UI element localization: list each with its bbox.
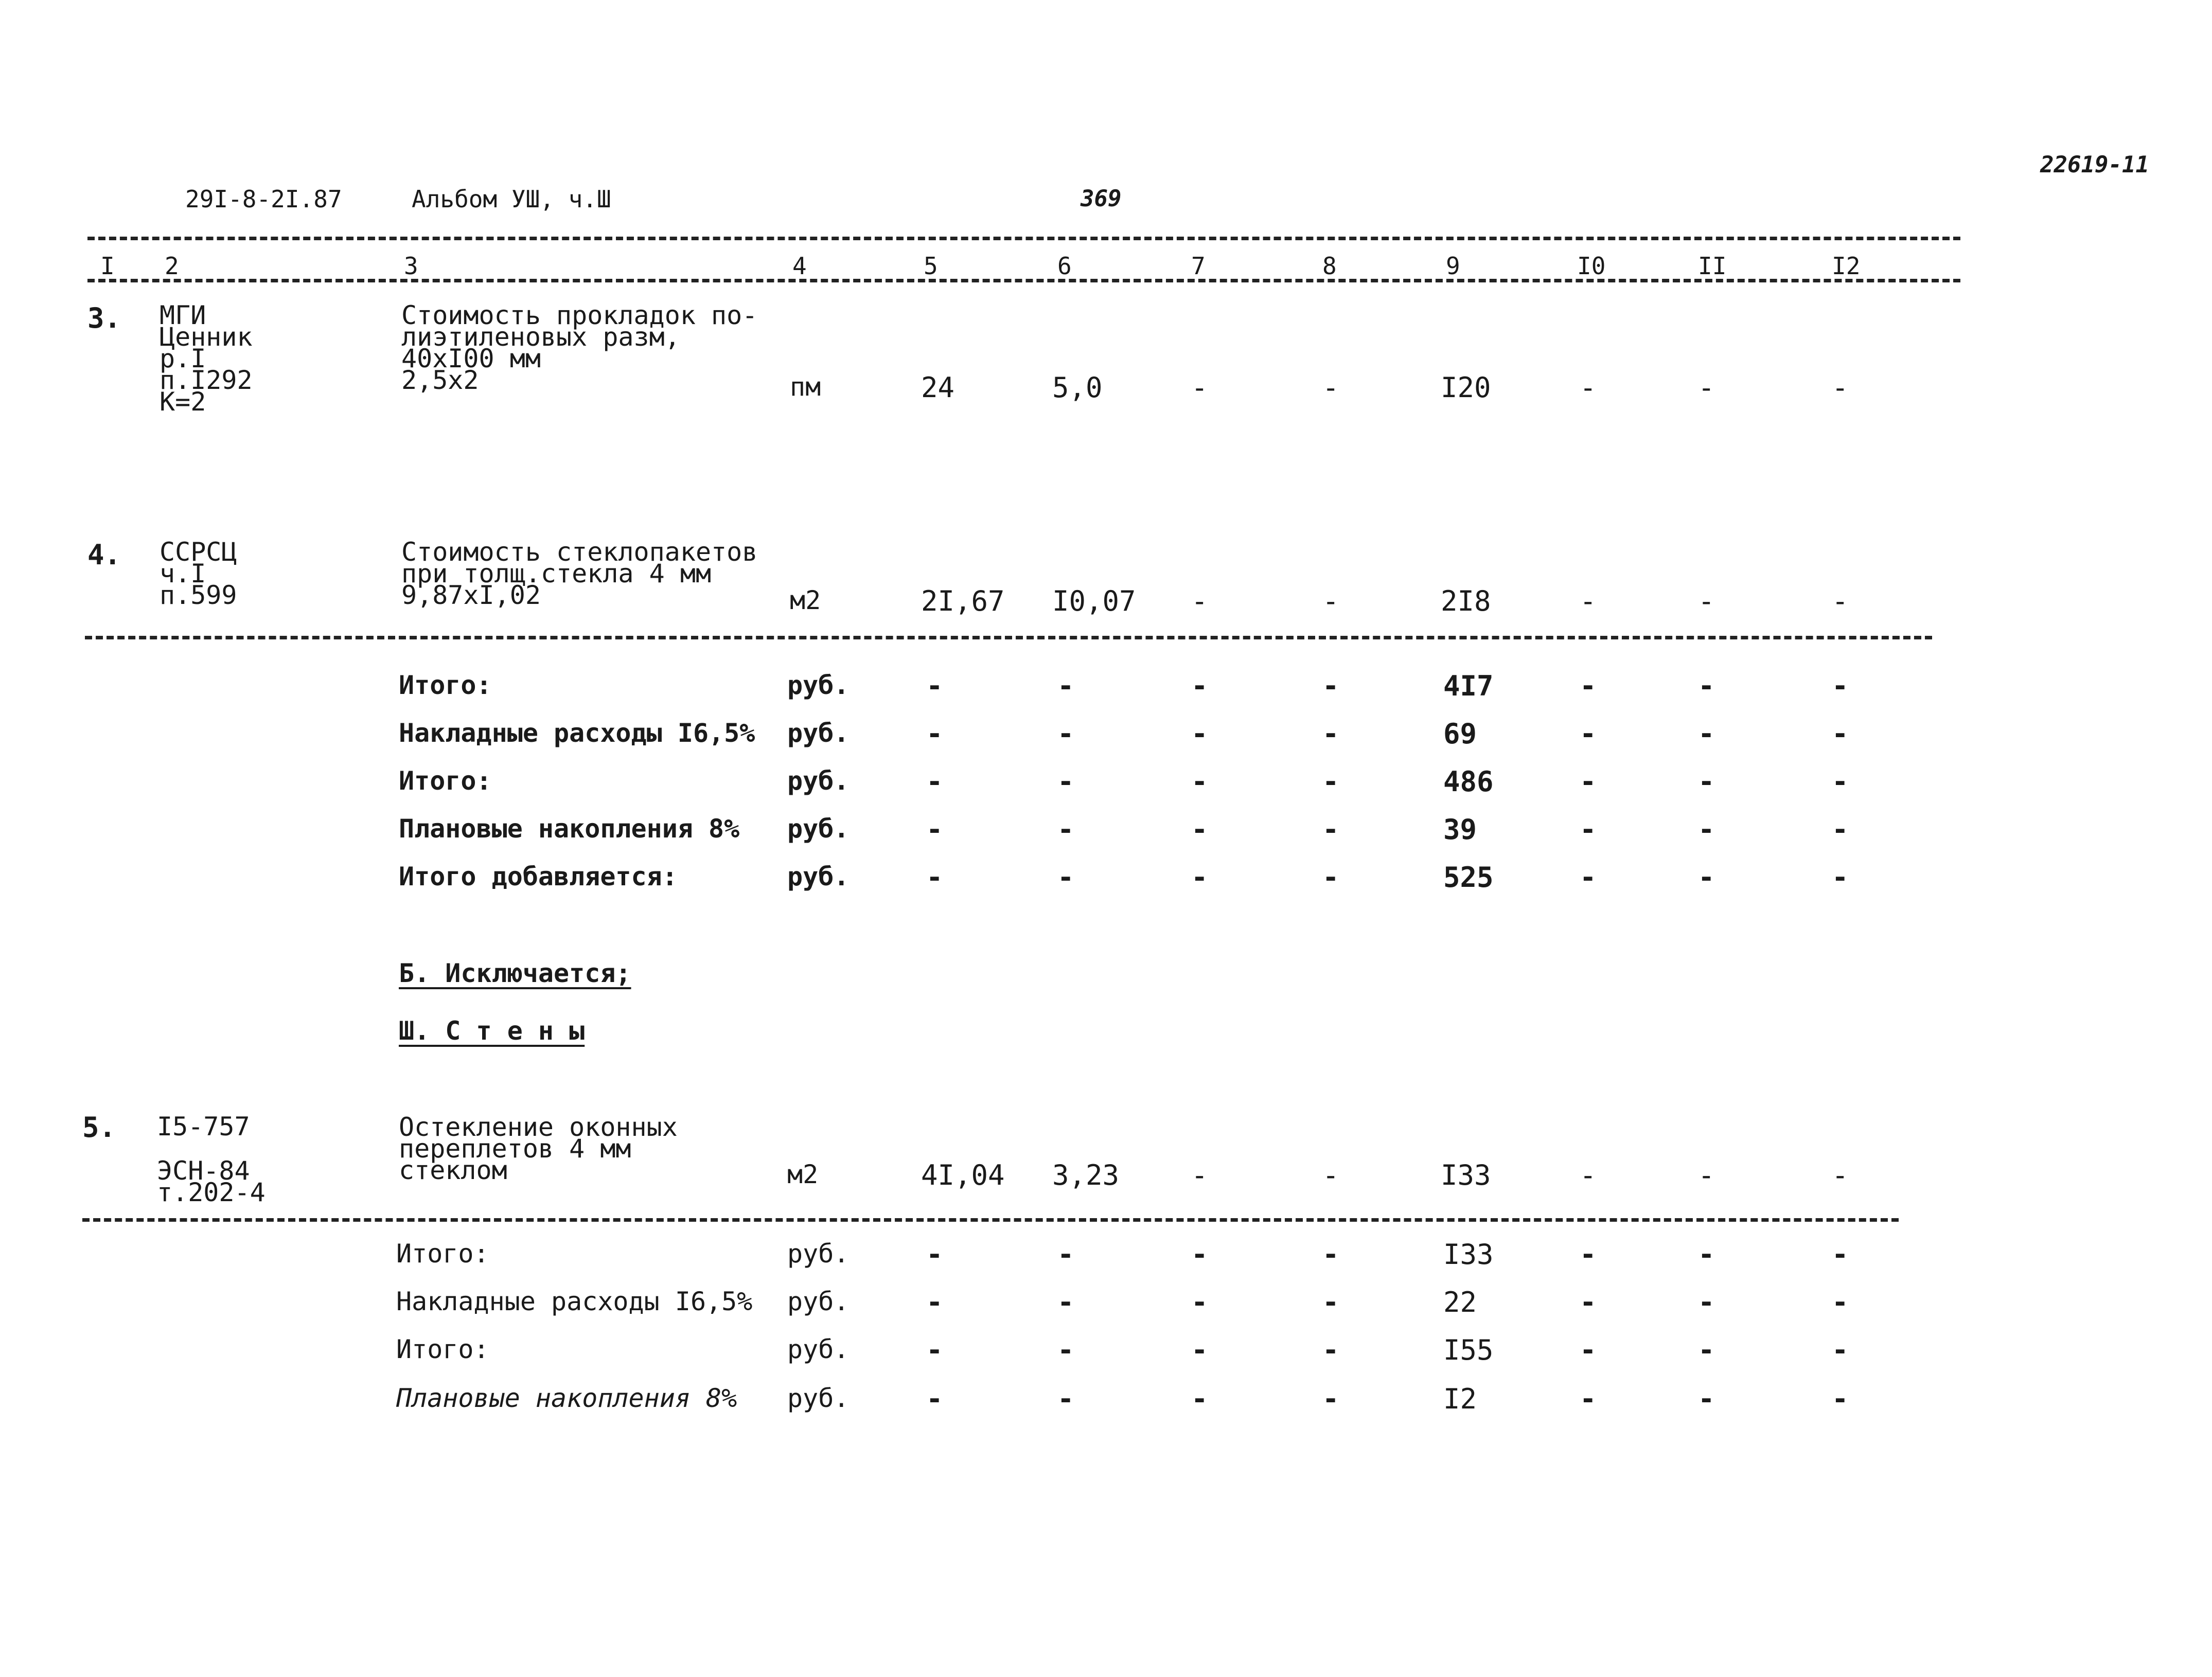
row-price: 3,23 xyxy=(1052,1159,1120,1191)
summary-col6: - xyxy=(1057,765,1074,798)
summary-label: Итого: xyxy=(396,1239,489,1269)
summary-col5: - xyxy=(926,1286,943,1318)
summary-col12: - xyxy=(1832,861,1849,894)
summary-unit: руб. xyxy=(787,718,850,748)
row-unit: м2 xyxy=(787,1159,819,1189)
row-price: I0,07 xyxy=(1052,585,1136,617)
row-description-line: Остекление оконных xyxy=(399,1112,678,1142)
archive-stamp: 22619-11 xyxy=(2040,152,2149,178)
summary-col11: - xyxy=(1698,1238,1715,1271)
summary-col11: - xyxy=(1698,1334,1715,1366)
summary-col10: - xyxy=(1580,1286,1597,1318)
col-header-8: 8 xyxy=(1322,252,1337,280)
summary-col8: - xyxy=(1322,861,1339,894)
summary-col6: - xyxy=(1057,813,1074,846)
summary-total: 22 xyxy=(1443,1286,1477,1318)
summary-label: Итого добавляется: xyxy=(399,862,678,891)
summary-col6: - xyxy=(1057,718,1074,750)
summary-col8: - xyxy=(1322,1238,1339,1271)
summary-col7: - xyxy=(1191,1286,1208,1318)
summary-unit: руб. xyxy=(787,1239,850,1269)
summary-col11: - xyxy=(1698,813,1715,846)
summary-total: 486 xyxy=(1443,765,1494,798)
section-rule xyxy=(85,636,1932,639)
summary-col6: - xyxy=(1057,670,1074,702)
col-header-11: II xyxy=(1698,252,1727,280)
row-number: 3. xyxy=(87,302,121,334)
row-qty: 4I,04 xyxy=(921,1159,1005,1191)
row-qty: 24 xyxy=(921,371,955,404)
row-source-line: ЭСН-84 xyxy=(157,1156,250,1186)
row-col10: - xyxy=(1580,585,1597,617)
summary-col10: - xyxy=(1580,1334,1597,1366)
summary-col10: - xyxy=(1580,1238,1597,1271)
row-source-line: п.I292 xyxy=(160,365,253,395)
summary-col7: - xyxy=(1191,1383,1208,1415)
row-total: I33 xyxy=(1441,1159,1491,1191)
row-total: 2I8 xyxy=(1441,585,1491,617)
row-number: 5. xyxy=(82,1111,116,1144)
summary-col6: - xyxy=(1057,861,1074,894)
summary-col5: - xyxy=(926,670,943,702)
row-source-line: I5-757 xyxy=(157,1112,250,1141)
section-rule xyxy=(82,1218,1899,1222)
row-source-line: ч.I xyxy=(160,559,206,588)
col-header-7: 7 xyxy=(1191,252,1206,280)
row-col11: - xyxy=(1698,371,1715,404)
album-title: Альбом УШ, ч.Ш xyxy=(412,185,611,213)
summary-col5: - xyxy=(926,765,943,798)
summary-col12: - xyxy=(1832,765,1849,798)
page-number: 369 xyxy=(1081,186,1122,212)
header-top-rule xyxy=(87,237,1960,240)
summary-col7: - xyxy=(1191,1334,1208,1366)
summary-col12: - xyxy=(1832,670,1849,702)
col-header-5: 5 xyxy=(924,252,938,280)
summary-col8: - xyxy=(1322,813,1339,846)
row-description-line: 2,5х2 xyxy=(401,365,479,395)
row-description-line: 9,87хI,02 xyxy=(401,580,541,610)
row-description-line: переплетов 4 мм xyxy=(399,1134,631,1164)
summary-col12: - xyxy=(1832,1238,1849,1271)
summary-col8: - xyxy=(1322,1286,1339,1318)
summary-label: Итого: xyxy=(399,670,492,700)
summary-total: 525 xyxy=(1443,861,1494,894)
summary-col5: - xyxy=(926,1383,943,1415)
row-col10: - xyxy=(1580,371,1597,404)
summary-unit: руб. xyxy=(787,1287,850,1316)
row-number: 4. xyxy=(87,539,121,571)
summary-col8: - xyxy=(1322,1334,1339,1366)
summary-col11: - xyxy=(1698,861,1715,894)
summary-col10: - xyxy=(1580,861,1597,894)
summary-label: Итого: xyxy=(399,766,492,796)
summary-total: 4I7 xyxy=(1443,670,1494,702)
summary-label: Итого: xyxy=(396,1334,489,1364)
summary-col7: - xyxy=(1191,718,1208,750)
summary-col7: - xyxy=(1191,861,1208,894)
summary-col6: - xyxy=(1057,1238,1074,1271)
row-col11: - xyxy=(1698,1159,1715,1191)
row-description-line: стеклом xyxy=(399,1155,507,1185)
col-header-1: I xyxy=(100,252,115,280)
summary-col6: - xyxy=(1057,1383,1074,1415)
summary-col10: - xyxy=(1580,813,1597,846)
summary-col8: - xyxy=(1322,1383,1339,1415)
summary-col8: - xyxy=(1322,670,1339,702)
row-col12: - xyxy=(1832,1159,1849,1191)
summary-col10: - xyxy=(1580,765,1597,798)
summary-unit: руб. xyxy=(787,1383,850,1413)
row-qty: 2I,67 xyxy=(921,585,1005,617)
summary-col5: - xyxy=(926,718,943,750)
row-unit: м2 xyxy=(790,585,821,615)
row-unit: пм xyxy=(790,372,821,402)
row-source-line: ССРСЦ xyxy=(160,537,237,567)
col-header-10: I0 xyxy=(1577,252,1606,280)
summary-col10: - xyxy=(1580,1383,1597,1415)
col-header-4: 4 xyxy=(792,252,807,280)
summary-unit: руб. xyxy=(787,1334,850,1364)
summary-label: Накладные расходы I6,5% xyxy=(399,718,755,748)
summary-col6: - xyxy=(1057,1286,1074,1318)
row-col8: - xyxy=(1322,1159,1339,1191)
summary-col12: - xyxy=(1832,1286,1849,1318)
summary-col8: - xyxy=(1322,765,1339,798)
row-source-line: МГИ xyxy=(160,300,206,330)
summary-total: I2 xyxy=(1443,1383,1477,1415)
row-source-line: Ценник xyxy=(160,322,253,352)
summary-col10: - xyxy=(1580,670,1597,702)
summary-unit: руб. xyxy=(787,862,850,891)
row-col7: - xyxy=(1191,371,1208,404)
summary-label: Накладные расходы I6,5% xyxy=(396,1287,753,1316)
summary-unit: руб. xyxy=(787,670,850,700)
summary-col5: - xyxy=(926,1238,943,1271)
doc-code: 29I-8-2I.87 xyxy=(185,185,342,213)
row-col8: - xyxy=(1322,371,1339,404)
row-source-line: т.202-4 xyxy=(157,1178,266,1207)
summary-unit: руб. xyxy=(787,766,850,796)
row-source-line: п.599 xyxy=(160,580,237,610)
summary-total: 39 xyxy=(1443,813,1477,846)
summary-col7: - xyxy=(1191,765,1208,798)
row-description-line: Стоимость стеклопакетов xyxy=(401,537,758,567)
summary-col7: - xyxy=(1191,670,1208,702)
summary-col11: - xyxy=(1698,718,1715,750)
col-header-6: 6 xyxy=(1057,252,1072,280)
row-total: I20 xyxy=(1441,371,1491,404)
row-source-line: К=2 xyxy=(160,387,206,417)
summary-col12: - xyxy=(1832,1334,1849,1366)
summary-col11: - xyxy=(1698,1286,1715,1318)
summary-col12: - xyxy=(1832,813,1849,846)
row-description-line: Стоимость прокладок по- xyxy=(401,300,758,330)
summary-col7: - xyxy=(1191,1238,1208,1271)
row-description-line: лиэтиленовых разм, xyxy=(401,322,680,352)
summary-col6: - xyxy=(1057,1334,1074,1366)
row-col12: - xyxy=(1832,371,1849,404)
summary-col11: - xyxy=(1698,670,1715,702)
row-description-line: 40хI00 мм xyxy=(401,344,541,373)
summary-col5: - xyxy=(926,813,943,846)
summary-label: Плановые накопления 8% xyxy=(396,1383,737,1413)
summary-col12: - xyxy=(1832,718,1849,750)
row-col7: - xyxy=(1191,585,1208,617)
row-col8: - xyxy=(1322,585,1339,617)
row-price: 5,0 xyxy=(1052,371,1103,404)
header-bottom-rule xyxy=(87,279,1960,282)
summary-col8: - xyxy=(1322,718,1339,750)
summary-col11: - xyxy=(1698,765,1715,798)
col-header-2: 2 xyxy=(165,252,179,280)
summary-col11: - xyxy=(1698,1383,1715,1415)
summary-unit: руб. xyxy=(787,814,850,844)
row-col11: - xyxy=(1698,585,1715,617)
summary-col5: - xyxy=(926,861,943,894)
section-heading-walls: Ш. С т е н ы xyxy=(399,1016,585,1046)
section-heading-excluded: Б. Исключается; xyxy=(399,958,631,988)
summary-col5: - xyxy=(926,1334,943,1366)
col-header-9: 9 xyxy=(1446,252,1460,280)
summary-col10: - xyxy=(1580,718,1597,750)
summary-total: 69 xyxy=(1443,718,1477,750)
summary-col7: - xyxy=(1191,813,1208,846)
summary-total: I55 xyxy=(1443,1334,1494,1366)
summary-col12: - xyxy=(1832,1383,1849,1415)
row-col10: - xyxy=(1580,1159,1597,1191)
summary-label: Плановые накопления 8% xyxy=(399,814,740,844)
row-source-line: р.I xyxy=(160,344,206,373)
summary-total: I33 xyxy=(1443,1238,1494,1271)
row-description-line: при толщ.стекла 4 мм xyxy=(401,559,712,588)
col-header-3: 3 xyxy=(404,252,418,280)
row-col12: - xyxy=(1832,585,1849,617)
row-col7: - xyxy=(1191,1159,1208,1191)
col-header-12: I2 xyxy=(1832,252,1861,280)
